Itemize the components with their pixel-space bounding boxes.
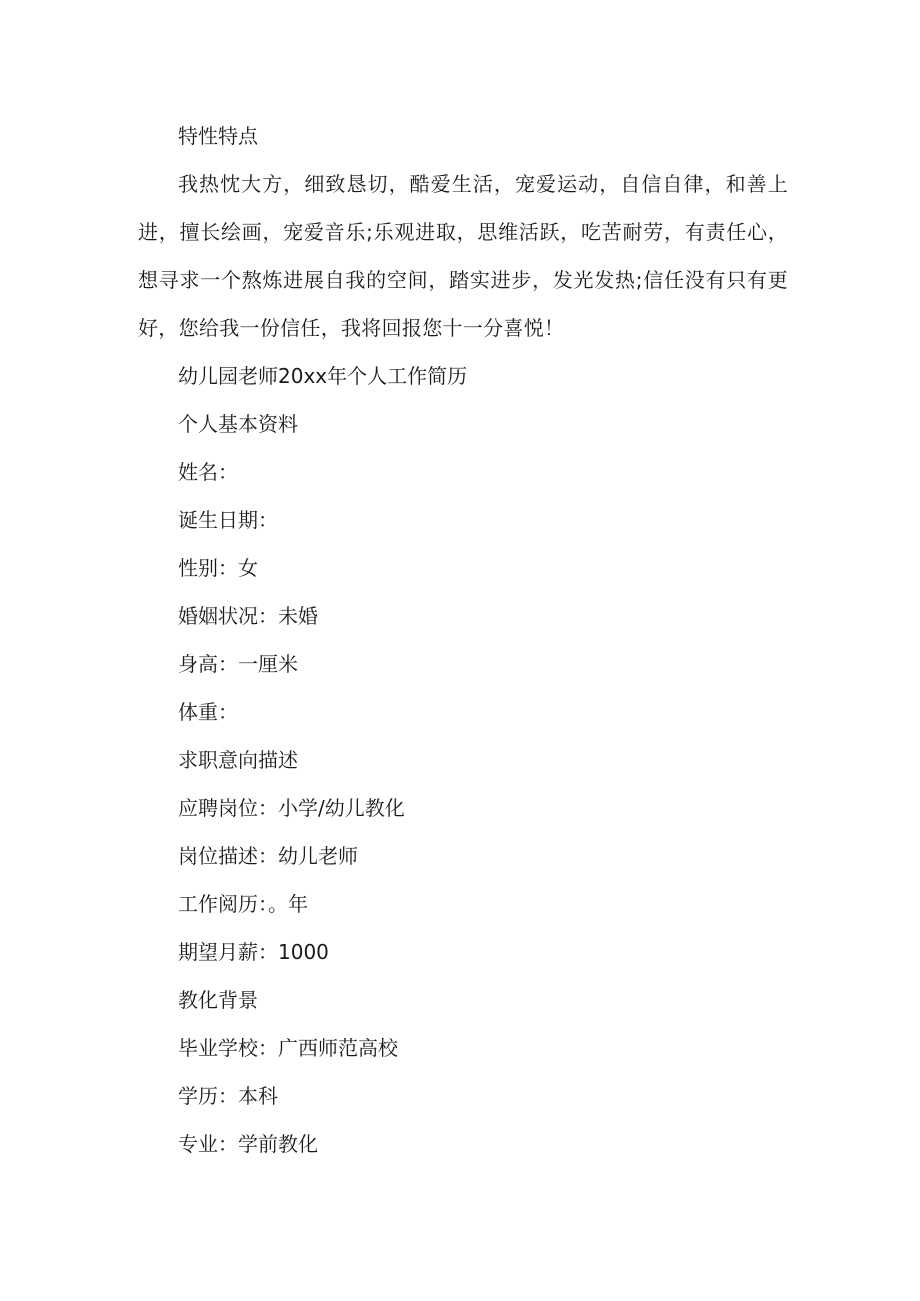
field-birth-date: 诞生日期： — [178, 508, 278, 532]
section-job-intent: 求职意向描述 — [178, 748, 298, 772]
field-marital-status: 婚姻状况：未婚 — [178, 604, 318, 628]
document-body — [138, 112, 788, 1168]
resume-title: 幼儿园老师20xx年个人工作简历 — [178, 364, 468, 388]
heading-traits: 特性特点 — [178, 124, 258, 148]
traits-paragraph: 我热忱大方，细致恳切，酷爱生活，宠爱运动，自信自律，和善上进，擅长绘画，宠爱音乐;乐观进取，思维活跃，吃苦耐劳，有责任心，想寻求一个熬炼进展自我的空间，踏实进步，发光发热;信任没有只有更好，您给我一份信任，我将回报您十一分喜悦！ — [138, 172, 788, 340]
field-name: 姓名： — [178, 460, 238, 484]
field-weight: 体重： — [178, 700, 238, 724]
field-degree: 学历：本科 — [178, 1084, 278, 1108]
section-basic-info: 个人基本资料 — [178, 412, 298, 436]
field-expected-salary: 期望月薪：1000 — [178, 940, 329, 964]
field-gender: 性别：女 — [178, 556, 258, 580]
field-position: 应聘岗位：小学/幼儿教化 — [178, 796, 405, 820]
section-education: 教化背景 — [178, 988, 258, 1012]
field-school: 毕业学校：广西师范高校 — [178, 1036, 398, 1060]
field-major: 专业：学前教化 — [178, 1132, 318, 1156]
field-job-description: 岗位描述：幼儿老师 — [178, 844, 358, 868]
field-experience: 工作阅历：。年 — [178, 892, 308, 916]
field-height: 身高：一厘米 — [178, 652, 298, 676]
